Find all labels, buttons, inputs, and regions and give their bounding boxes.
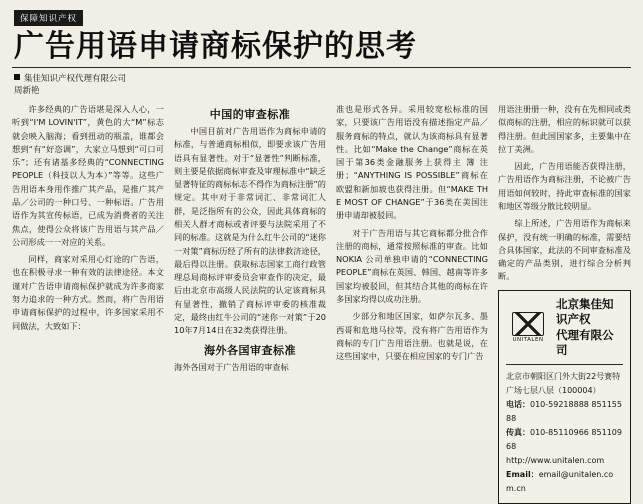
paragraph: 许多经典的广告语堪是深入人心，一听到“I'M LOVIN'IT”，黄色的大“M”标志就会映入脑海；看到扭动的瓶盖，谁都会想到“有“好恣调”，大家立马想到“可口可乐”；还有诸基多经典的“CONNECTING PEOPLE（科技以人为本）”等等。这些广告用语本身用作推广其产品，是推广其产品／公司的一种口号、一种标语。广告用语作为其宣传标语，已成为消费者的关注焦点，使得公众将该广告用语与其产品／公司形成一一对应的关系。 (12, 104, 164, 247)
article-column-3 (336, 103, 488, 455)
paragraph: 海外各国对于广告用语的审查标 (174, 361, 289, 372)
ad-tel-label: 电话： (506, 399, 530, 409)
paragraph: 准也是形式各异。采用较宽松标准的国家，只要该广告用语没有描述指定产品／服务商标的特点，就认为该商标具有显著性。比如“Make the Change”商标在英国于第36类金融服务上获得主 簿 注 册；“ANYTHING IS POSSIBLE”商标在欧盟和新加坡也获得注册。但“MAKE THE MOST OF CHANGE”于36类在美国注册申请却被驳回。 (336, 104, 488, 221)
ad-fax-label: 传真： (506, 427, 530, 437)
ad-address: 北京市朝阳区门外大街22号赛特广场七层八层（100004） (506, 371, 621, 395)
bullet-square-icon (14, 74, 20, 80)
ad-email-value[interactable]: email@unitalen.com.cn (506, 469, 614, 493)
article-columns (12, 103, 631, 493)
byline (14, 73, 631, 99)
ad-email-line[interactable] (506, 468, 623, 496)
article-column-2 (174, 103, 326, 455)
advertisement-box (498, 290, 631, 504)
title-divider (12, 67, 631, 68)
ad-logo-text: UNITALEN (512, 337, 544, 344)
paragraph: 对于广告用语与其它商标都分批合作注册的商标，通常按照标准的审查。比如 NOKIA 公司单独申请的“CONNECTING PEOPLE”商标在英国、韩国、越南等许多国家均被驳回，但其结合其他的商标在许多国家均得以成功注册。 (336, 227, 488, 304)
paragraph: 同样，商家对采用心灯途的广告语，也在积极寻求一种有效的法律途径。本文谨对广告语申请商标保护就成为许多商家努力追求的一种方式。然而，将广告用语申请商标保护的过程中，许多国家采用不同做法，大致如下： (12, 254, 164, 331)
byline-org-line (14, 73, 631, 86)
byline-author: 周新艳 (14, 86, 40, 97)
ad-tel-value: 010-59218888 85115588 (506, 399, 622, 423)
ad-website-line[interactable] (506, 454, 623, 468)
byline-org: 集佳知识产权代理有限公司 (24, 73, 127, 84)
byline-author-line (14, 85, 631, 98)
paragraph: 用语注册册一种，没有在先相同或类似商标的注册，相应的标识就可以获得注册。但此国国家多，主要集中在拉丁美洲。 (498, 104, 631, 154)
article-column-1 (12, 103, 164, 455)
ad-email-label: Email： (506, 469, 539, 479)
subheading-china-standard: 中国的审查标准 (209, 108, 291, 121)
ad-website-value[interactable]: www.unitalen.com (530, 455, 605, 465)
paragraph: 少部分和地区国家，如萨尔瓦多、墨西哥和危地马拉等，没有将广告用语作为商标的专门广告用语注册。也就是说，在这些国家中，只要在相应国家的专门广告 (336, 311, 488, 362)
section-kicker: 保障知识产权 (14, 10, 83, 26)
page-title: 广告用语申请商标保护的思考 (14, 29, 417, 64)
unitalen-logo-icon (512, 312, 544, 336)
article-column-4 (498, 103, 631, 493)
ad-company-name-line1: 北京集佳知识产权 (556, 296, 614, 327)
ad-fax-line (506, 426, 623, 454)
ad-company-name (556, 297, 623, 359)
paragraph: 因此，广告用语能否获得注册，广告用语作为商标注册，不论被广告用语如何较时，持此审查标准的国家和地区等级分散比较明显。 (498, 161, 631, 211)
ad-tel-line (506, 398, 623, 426)
ad-header (506, 297, 623, 365)
ad-logo (506, 312, 550, 343)
paragraph: 中国目前对广告用语作为商标申请的标准，与普通商标相似，即要求该广告用语具有显著性。对于“显著性”判断标准，则主要是依据商标审查及审理标准中“缺乏显著特征的商标标志不得作为商标注册”的规定。其中对于非常词汇、非常词汇人群，是泛指所有的公众，因此具体商标的相关人群才商标或者评要与法院采用了不同的标准。这就是为什么红牛公司的“迷你一对策”商标历经了所有的法律救济途径，最后得以注册。获取标志国家工商行政管理总局商标评审委员会审查作的决定，最后由北京市高级人民法院的认定该商标具有显著性，撤销了商标评审委的核准裁定，最终由红牛公司的“迷你一对策”于2010年7月14日在32类获得注册。 (174, 126, 326, 336)
ad-fax-value: 010-85110966 85110968 (506, 427, 622, 451)
paragraph: 综上所述，广告用语作为商标来保护，没有统一明确的标准，需要结合具体国家，此法的不同审查标准及确定的产品类别，进行综合分析判断。 (498, 218, 631, 282)
ad-website-label: http:// (506, 455, 531, 465)
ad-company-name-line2: 代理有限公司 (556, 327, 614, 358)
subheading-overseas-standard: 海外各国审查标准 (204, 343, 296, 357)
